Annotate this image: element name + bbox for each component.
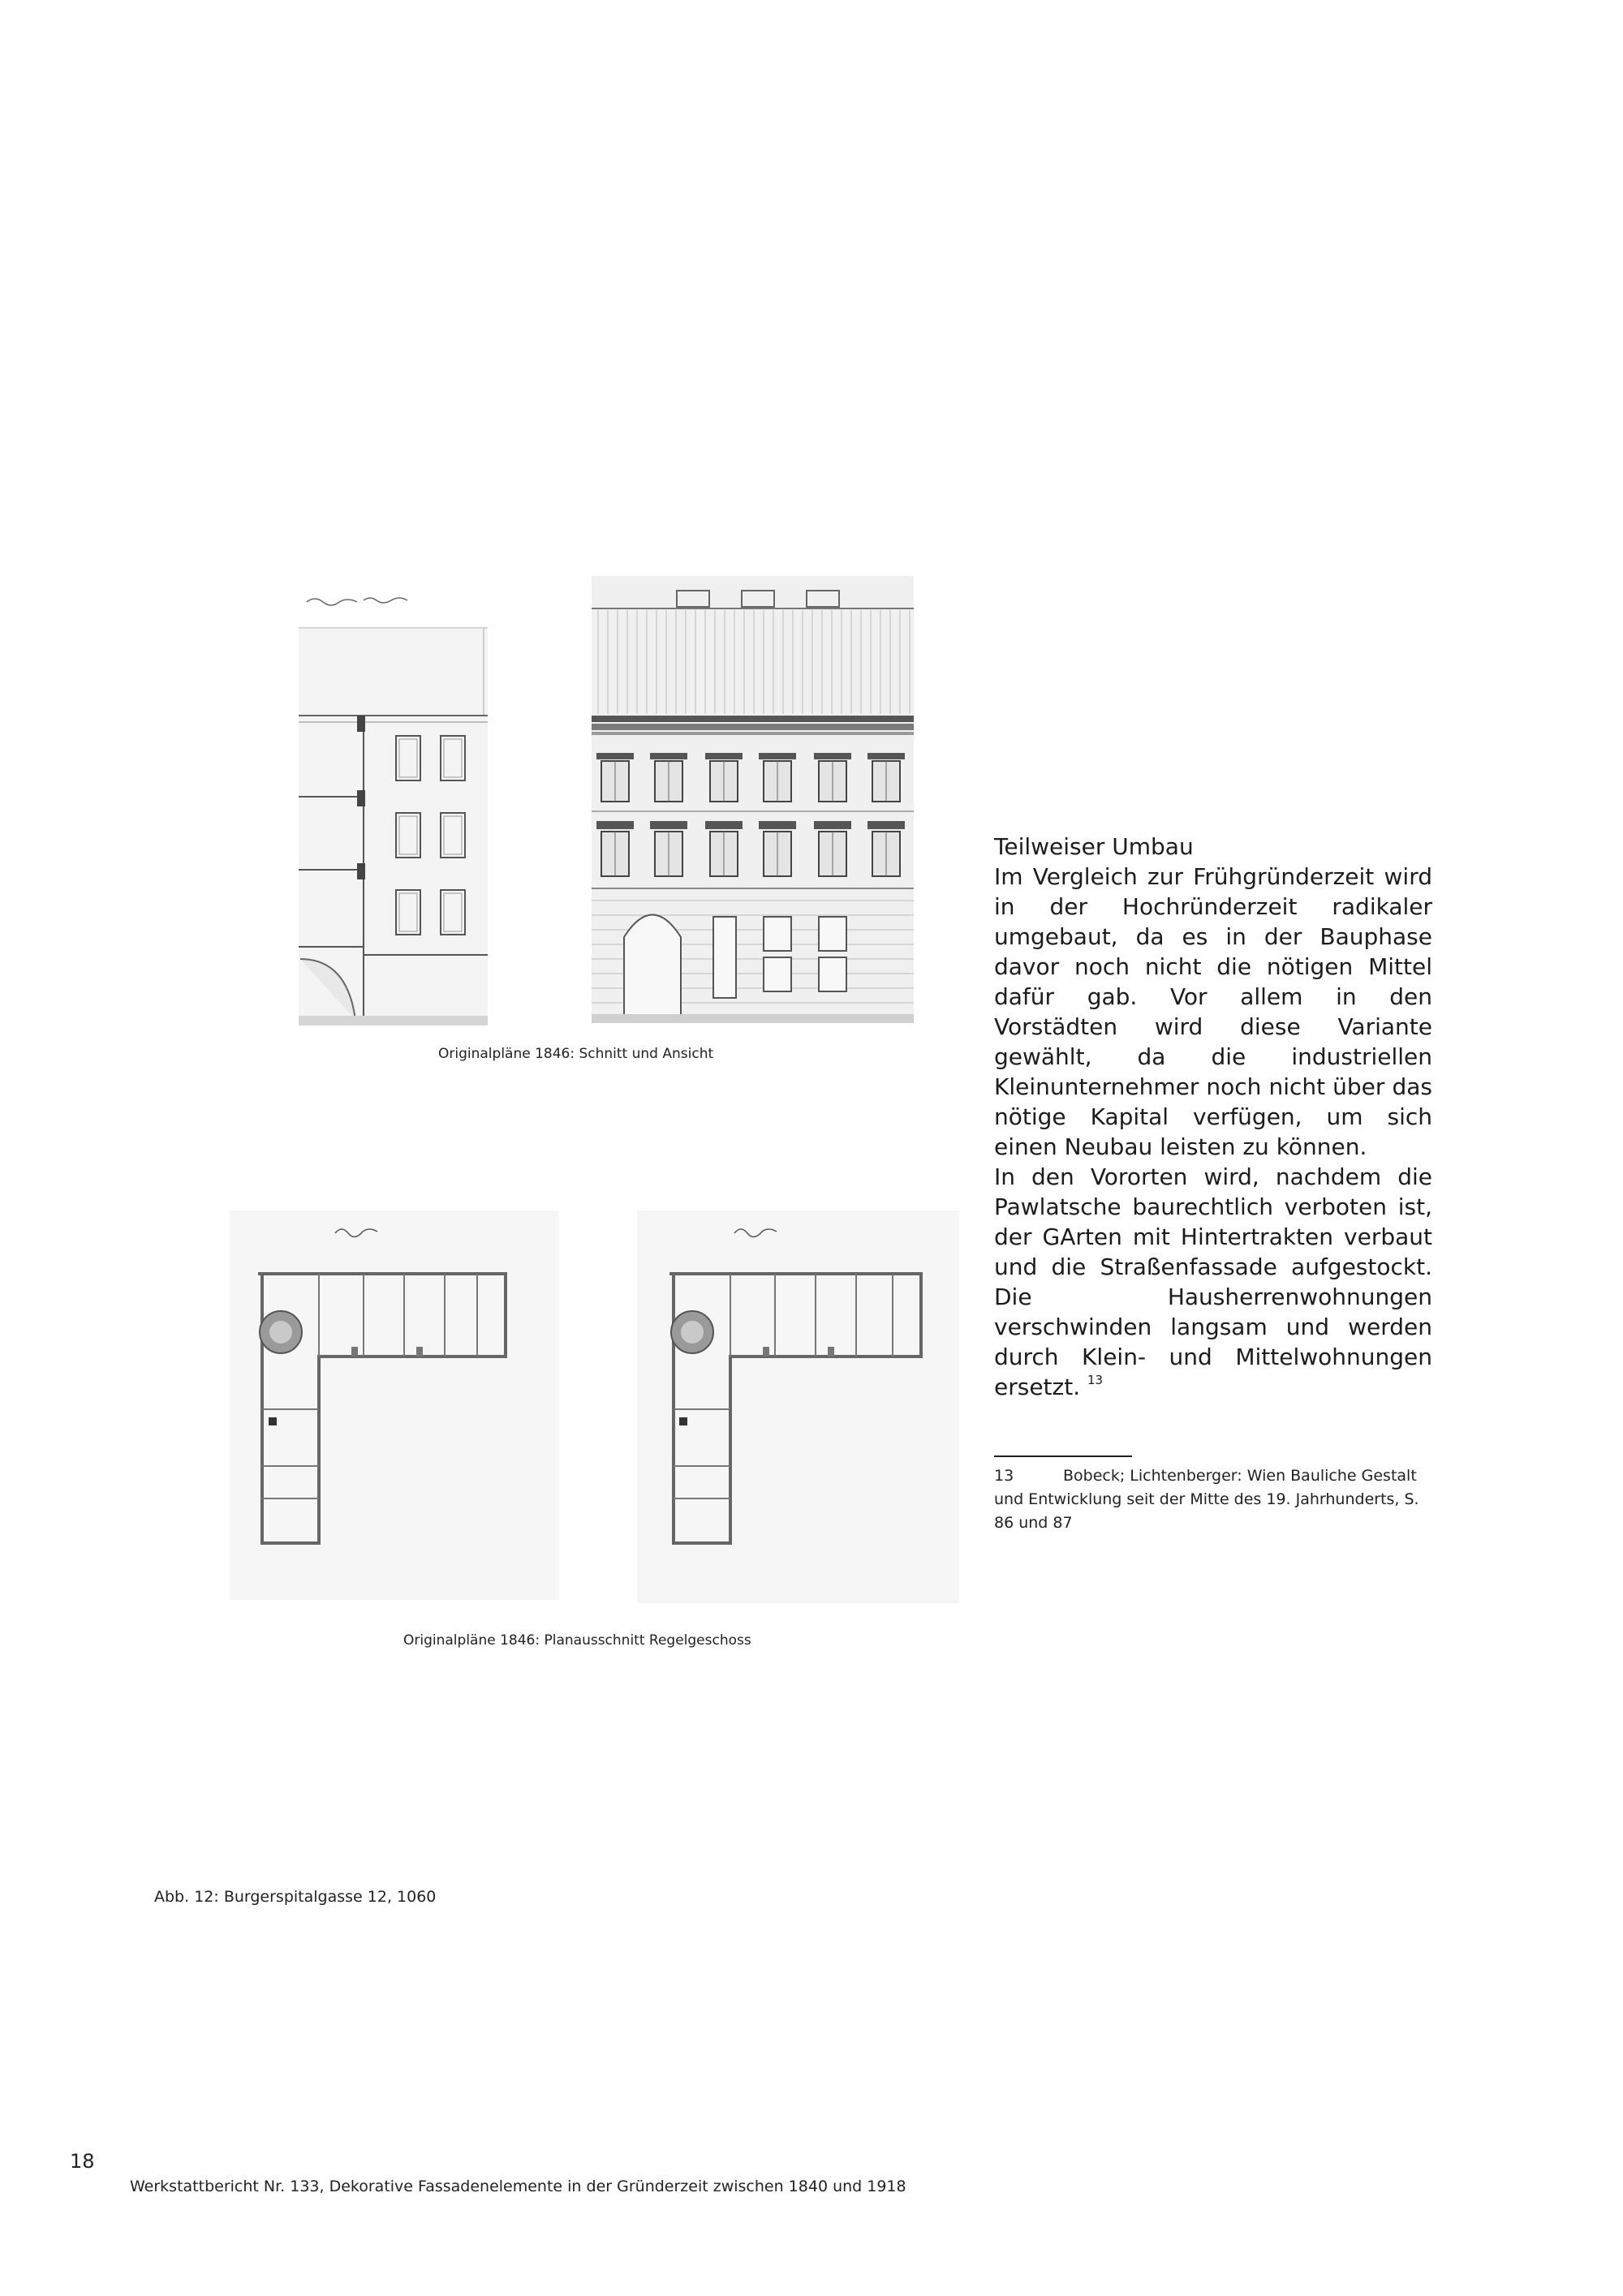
floor-plan-right-svg	[637, 1210, 959, 1603]
footnote-reference[interactable]: 13	[1087, 1373, 1104, 1387]
body-paragraph-2-text: In den Vororten wird, nachdem die Pawlatsche baurechtlich verboten ist, der GArten mit Hintertrakten verbaut und die Straßenfassade aufgestockt. Die Hausherrenwohnungen verschwinden langsam und werden durch Klein- und Mittelwohnungen ersetzt.	[994, 1163, 1432, 1400]
caption-section-elevation: Originalpläne 1846: Schnitt und Ansicht	[438, 1046, 714, 1062]
footnote-number: 13	[994, 1467, 1014, 1485]
running-footer: Werkstattbericht Nr. 133, Dekorative Fassadenelemente in der Gründerzeit zwischen 1840 und 1918	[130, 2178, 906, 2195]
section-drawing-svg	[299, 578, 488, 1025]
elevation-drawing-svg	[592, 576, 914, 1023]
footnote-text: Bobeck; Lichtenberger: Wien Bauliche Gestalt und Entwicklung seit der Mitte des 19. Jahrhunderts, S. 86 und 87	[994, 1467, 1419, 1532]
footnote-rule	[994, 1455, 1132, 1457]
body-text	[994, 832, 1432, 1402]
caption-abb: Abb. 12: Burgerspitalgasse 12, 1060	[154, 1888, 437, 1906]
floor-plan-left-svg	[230, 1210, 559, 1600]
section-heading: Teilweiser Umbau	[994, 833, 1194, 860]
page-number: 18	[70, 2150, 95, 2173]
elevation-drawing	[592, 576, 914, 1023]
body-paragraph-1: Im Vergleich zur Frühgründerzeit wird in der Hochründerzeit radikaler umgebaut, da es in der Bauphase davor noch nicht die nötigen Mittel dafür gab. Vor allem in den Vorstädten wird diese Variante gewählt, da die industriellen Kleinunternehmer noch nicht über das nötige Kapital verfügen, um sich einen Neubau leisten zu können.	[994, 863, 1432, 1160]
section-drawing	[299, 578, 488, 1025]
body-paragraph-2	[994, 1162, 1432, 1402]
floor-plan-right	[637, 1210, 959, 1603]
floor-plan-left	[230, 1210, 559, 1600]
footnote	[994, 1464, 1432, 1535]
caption-plans: Originalpläne 1846: Planausschnitt Regelgeschoss	[403, 1632, 751, 1649]
